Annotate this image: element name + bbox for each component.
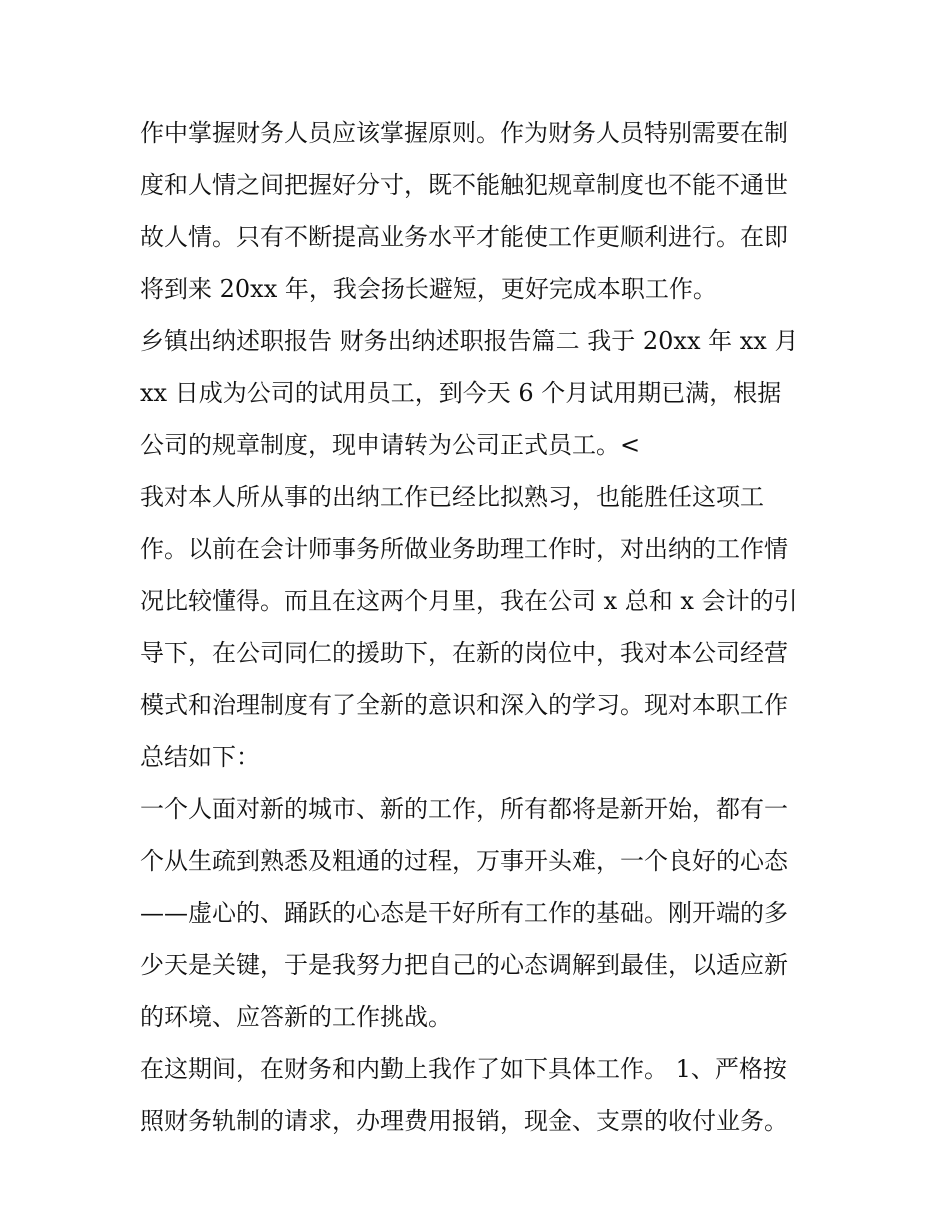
text-line: 故人情。只有不断提高业务水平才能使工作更顺利进行。在即 xyxy=(140,223,788,251)
text-line: 度和人情之间把握好分寸，既不能触犯规章制度也不能不通世 xyxy=(140,171,788,199)
text-line: 作。以前在会计师事务所做业务助理工作时，对出纳的工作情 xyxy=(140,535,788,563)
text-line: 模式和治理制度有了全新的意识和深入的学习。现对本职工作 xyxy=(140,691,788,719)
text-line: 一个人面对新的城市、新的工作，所有都将是新开始，都有一 xyxy=(140,795,788,823)
text-line: 况比较懂得。而且在这两个月里，我在公司 x 总和 x 会计的引 xyxy=(140,587,798,615)
text-line: 照财务轨制的请求，办理费用报销，现金、支票的收付业务。 xyxy=(140,1107,788,1135)
text-line: 个从生疏到熟悉及粗通的过程，万事开头难，一个良好的心态 xyxy=(140,847,788,875)
text-line: 我对本人所从事的出纳工作已经比拟熟习，也能胜任这项工 xyxy=(140,483,764,511)
text-line: 将到来 20xx 年，我会扬长避短，更好完成本职工作。 xyxy=(140,275,717,303)
text-line: 总结如下： xyxy=(140,743,260,771)
text-line: 作中掌握财务人员应该掌握原则。作为财务人员特别需要在制 xyxy=(140,119,788,147)
text-line: 公司的规章制度，现申请转为公司正式员工。< xyxy=(140,431,641,459)
text-line: xx 日成为公司的试用员工，到今天 6 个月试用期已满，根据 xyxy=(140,379,782,407)
text-line: 乡镇出纳述职报告 财务出纳述职报告篇二 我于 20xx 年 xx 月 xyxy=(140,327,799,355)
text-line: 导下，在公司同仁的援助下，在新的岗位中，我对本公司经营 xyxy=(140,639,788,667)
document-body xyxy=(140,107,820,1147)
text-line: 少天是关键，于是我努力把自己的心态调解到最佳，以适应新 xyxy=(140,951,788,979)
text-line: 的环境、应答新的工作挑战。 xyxy=(140,1003,452,1031)
text-line: ——虚心的、踊跃的心态是干好所有工作的基础。刚开端的多 xyxy=(140,899,788,927)
text-line: 在这期间，在财务和内勤上我作了如下具体工作。 1、严格按 xyxy=(140,1055,787,1083)
